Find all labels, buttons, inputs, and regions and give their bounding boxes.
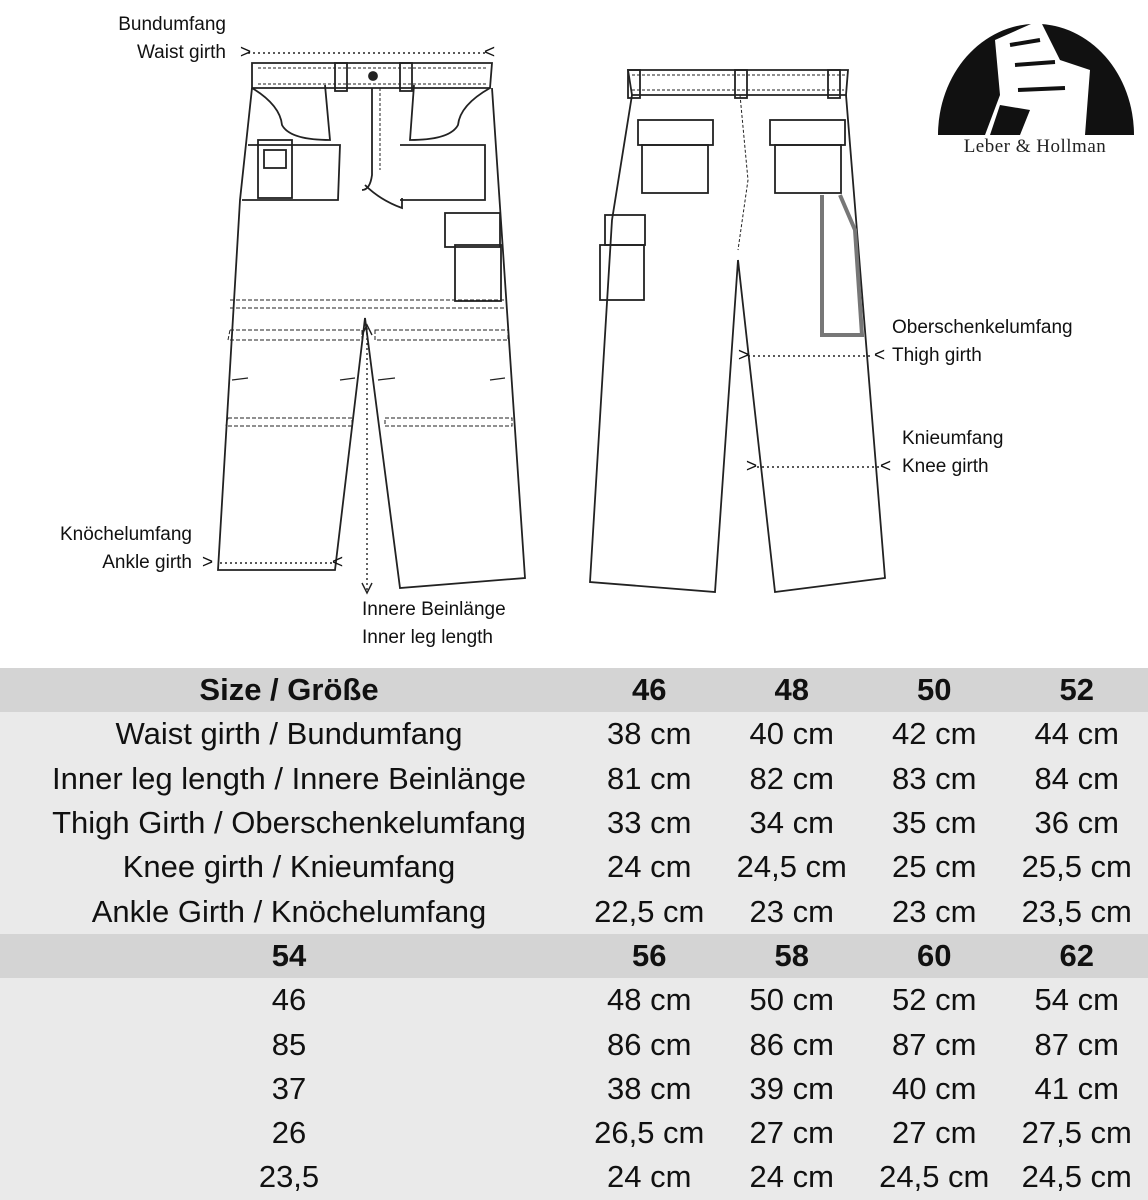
waist-label-de: Bundumfang — [118, 14, 226, 35]
table-row-label: Knee girth / Knieumfang — [0, 845, 578, 889]
table-row-label: 85 — [0, 1022, 578, 1066]
brand-logo — [930, 8, 1140, 168]
table-cell: 41 cm — [1006, 1067, 1148, 1111]
table-cell: 82 cm — [721, 757, 864, 801]
table-row — [0, 757, 1148, 801]
table-cell: 44 cm — [1006, 712, 1148, 756]
table-cell: 42 cm — [863, 712, 1006, 756]
table-cell: 81 cm — [578, 757, 721, 801]
ankle-arrow-right: < — [332, 552, 344, 573]
thigh-label-de: Oberschenkelumfang — [892, 317, 1073, 338]
knee-label-de: Knieumfang — [902, 428, 1004, 449]
inner-leg-label-de: Innere Beinlänge — [362, 599, 506, 620]
table-cell: 36 cm — [1006, 801, 1148, 845]
table-cell: 24,5 cm — [863, 1155, 1006, 1199]
table-cell: 24,5 cm — [1006, 1155, 1148, 1199]
table-row — [0, 801, 1148, 845]
table-cell: 84 cm — [1006, 757, 1148, 801]
table-cell: 33 cm — [578, 801, 721, 845]
table-cell: 24,5 cm — [721, 845, 864, 889]
table-cell: 25,5 cm — [1006, 845, 1148, 889]
table-cell: 86 cm — [578, 1022, 721, 1066]
table-row-label: 46 — [0, 978, 578, 1022]
table-header-row — [0, 934, 1148, 978]
inner-leg-label-en: Inner leg length — [362, 627, 493, 648]
brand-logo-text: Leber & Hollman — [963, 136, 1107, 157]
table-cell: 23 cm — [721, 889, 864, 933]
front-view — [218, 53, 525, 593]
table-row — [0, 889, 1148, 933]
table-cell: 25 cm — [863, 845, 1006, 889]
table-cell: 38 cm — [578, 1067, 721, 1111]
ankle-label-de: Knöchelumfang — [59, 524, 192, 545]
table-row-label: 37 — [0, 1067, 578, 1111]
table-cell: 23 cm — [863, 889, 1006, 933]
table-cell: 48 — [721, 668, 864, 712]
table-cell: 27 cm — [721, 1111, 864, 1155]
table-cell: 24 cm — [578, 845, 721, 889]
table-row — [0, 1022, 1148, 1066]
table-cell: 54 cm — [1006, 978, 1148, 1022]
table-cell: 39 cm — [721, 1067, 864, 1111]
knee-arrow-right: < — [880, 456, 892, 477]
table-row-label: 54 — [0, 934, 578, 978]
table-cell: 58 — [721, 934, 864, 978]
table-row-label: Ankle Girth / Knöchelumfang — [0, 889, 578, 933]
table-cell: 40 cm — [721, 712, 864, 756]
thigh-arrow-right: < — [874, 345, 886, 366]
waist-label-en: Waist girth — [136, 42, 226, 63]
table-cell: 22,5 cm — [578, 889, 721, 933]
table-cell: 35 cm — [863, 801, 1006, 845]
thigh-arrow-left: > — [738, 345, 750, 366]
table-cell: 40 cm — [863, 1067, 1006, 1111]
table-cell: 52 cm — [863, 978, 1006, 1022]
knee-arrow-left: > — [746, 456, 758, 477]
table-cell: 50 — [863, 668, 1006, 712]
table-row-label: Inner leg length / Innere Beinlänge — [0, 757, 578, 801]
table-cell: 86 cm — [721, 1022, 864, 1066]
table-row-label: 26 — [0, 1111, 578, 1155]
table-row — [0, 845, 1148, 889]
table-row — [0, 712, 1148, 756]
table-cell: 27 cm — [863, 1111, 1006, 1155]
table-row-label: Size / Größe — [0, 668, 578, 712]
table-row-label: 23,5 — [0, 1155, 578, 1199]
table-cell: 48 cm — [578, 978, 721, 1022]
table-cell: 83 cm — [863, 757, 1006, 801]
table-cell: 34 cm — [721, 801, 864, 845]
table-row-label: Waist girth / Bundumfang — [0, 712, 578, 756]
back-view — [590, 70, 885, 592]
table-row-label: Thigh Girth / Oberschenkelumfang — [0, 801, 578, 845]
table-cell: 23,5 cm — [1006, 889, 1148, 933]
table-cell: 38 cm — [578, 712, 721, 756]
table-cell: 50 cm — [721, 978, 864, 1022]
ankle-label-en: Ankle girth — [102, 552, 192, 573]
size-table — [0, 668, 1148, 1200]
table-cell: 26,5 cm — [578, 1111, 721, 1155]
waist-arrow-left: > — [240, 42, 252, 63]
table-row — [0, 1067, 1148, 1111]
ankle-arrow-left: > — [202, 552, 214, 573]
table-row — [0, 1155, 1148, 1199]
table-cell: 87 cm — [863, 1022, 1006, 1066]
table-cell: 27,5 cm — [1006, 1111, 1148, 1155]
knee-label-en: Knee girth — [902, 456, 989, 477]
table-cell: 24 cm — [578, 1155, 721, 1199]
table-cell: 87 cm — [1006, 1022, 1148, 1066]
table-cell: 24 cm — [721, 1155, 864, 1199]
table-cell: 46 — [578, 668, 721, 712]
thigh-label-en: Thigh girth — [892, 345, 982, 366]
table-cell: 62 — [1006, 934, 1148, 978]
waist-arrow-right: < — [484, 42, 496, 63]
table-cell: 56 — [578, 934, 721, 978]
table-row — [0, 978, 1148, 1022]
table-header-row — [0, 668, 1148, 712]
table-cell: 60 — [863, 934, 1006, 978]
table-row — [0, 1111, 1148, 1155]
table-cell: 52 — [1006, 668, 1148, 712]
